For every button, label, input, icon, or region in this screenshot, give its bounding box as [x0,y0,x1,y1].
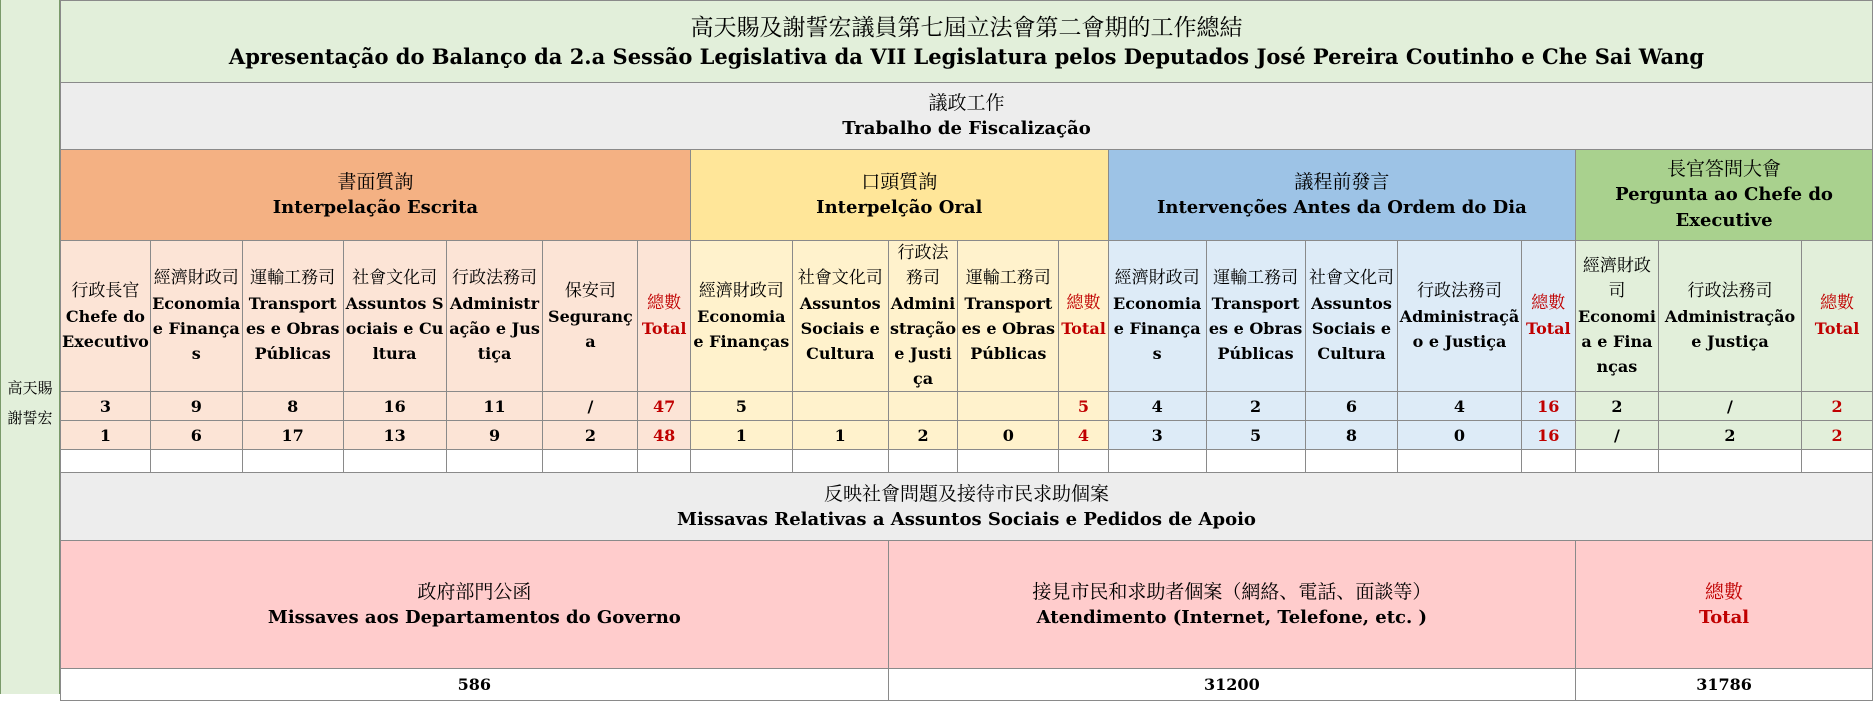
table-row [61,421,1873,450]
data-cell: 2 [1658,421,1801,450]
subheader-pt: Economia e Finanças [1113,294,1202,363]
subheader-cell [690,241,792,392]
data-cell: 1 [792,421,888,450]
data-cell: 8 [1305,421,1398,450]
data-cell: 2 [888,421,958,450]
total-cell: 4 [1059,421,1108,450]
subheader-cell [1658,241,1801,392]
subheader-pt: Total [1814,319,1860,338]
data-cell: 4 [1398,392,1521,421]
data-cell: 3 [61,392,151,421]
subheader-zh: 社會文化司 [797,268,883,288]
subheader-cell [888,241,958,392]
group-agenda-interventions [1108,150,1575,241]
subheader-cell [1398,241,1521,392]
subheader-pt: Transportes e Obras Públicas [961,294,1056,363]
group-agenda-pt: Intervenções Antes da Ordem do Dia [1156,197,1527,218]
group-oral-zh: 口頭質詢 [861,171,938,193]
header-support-total [1576,541,1873,669]
section-oversight-header [61,83,1873,150]
subheader-pt: Chefe do Executivo [62,306,149,351]
subheader-pt: Total [641,319,687,338]
subheader-zh: 總數 [647,293,682,313]
group-written-pt: Interpelação Escrita [272,197,479,218]
data-cell: 2 [1206,392,1305,421]
subheader-pt: Total [1061,319,1106,338]
subheader-cell [1576,241,1659,392]
group-chief-zh: 長官答問大會 [1667,158,1782,180]
subheader-zh: 經濟財政司 [1114,268,1200,288]
value-citizen-attendance: 31200 [888,669,1575,701]
subheader-zh: 社會文化司 [352,268,438,288]
data-cell: 17 [242,421,343,450]
subheader-cell [343,241,446,392]
subheader-total [1059,241,1108,392]
value-support-total: 31786 [1576,669,1873,701]
group-oral-interpellation [690,150,1108,241]
header-attendance-pt: Atendimento (Internet, Telefone, etc. ) [1036,606,1428,628]
data-cell [958,392,1059,421]
subheader-pt: Economia e Finanças [1577,306,1656,376]
data-cell: 0 [958,421,1059,450]
group-oral-pt: Interpelção Oral [816,197,983,218]
subheader-zh: 行政長官 [71,280,140,301]
subheader-zh: 總數 [1066,293,1101,313]
data-cell [792,392,888,421]
summary-table [60,0,1873,701]
data-cell: 1 [61,421,151,450]
data-cell: 5 [690,392,792,421]
report-title [61,1,1873,83]
subheader-pt: Transportes e Obras Públicas [245,294,340,363]
group-chief-pt: Pergunta ao Chefe do Executive [1615,184,1833,231]
header-government-zh: 政府部門公函 [417,580,532,603]
data-cell: 1 [690,421,792,450]
group-written-zh: 書面質詢 [337,171,414,193]
subheader-pt: Assuntos Sociais e Cultura [1311,294,1392,363]
total-cell: 16 [1521,392,1576,421]
subheader-cell [543,241,638,392]
subheader-pt: Administração e Justiça [1399,306,1520,351]
section-oversight-zh: 議政工作 [928,92,1005,114]
subheader-pt: Total [1526,319,1571,338]
subheader-cell [1206,241,1305,392]
total-cell: 47 [638,392,690,421]
subheader-zh: 保安司 [564,280,616,301]
subheader-cell [150,241,242,392]
total-cell: 16 [1521,421,1576,450]
row-label-che: 謝誓宏 [7,409,53,427]
data-cell: / [543,392,638,421]
subheader-pt: Segurança [548,306,633,351]
section-support-header [61,473,1873,541]
section-support-zh: 反映社會問題及接待市民求助個案 [823,482,1109,505]
section-support-pt: Missavas Relativas a Assuntos Sociais e Pedidos de Apoio [677,508,1256,530]
data-cell: / [1576,421,1659,450]
header-government-pt: Missaves aos Departamentos do Governo [267,606,681,628]
data-cell: / [1658,392,1801,421]
subheader-pt: Transportes e Obras Públicas [1208,294,1303,363]
total-cell: 2 [1802,392,1873,421]
group-agenda-zh: 議程前發言 [1294,171,1390,193]
header-government-missives [61,541,889,669]
data-cell: 9 [446,421,543,450]
subheader-pt: Administração e Justiça [449,294,540,363]
subheader-pt: Assuntos Sociais e Cultura [345,294,444,363]
data-cell: 5 [1206,421,1305,450]
data-cell: 6 [1305,392,1398,421]
table-row [61,392,1873,421]
subheader-cell [446,241,543,392]
header-citizen-attendance [888,541,1575,669]
subheader-zh: 總數 [1531,293,1566,313]
value-government-missives: 586 [61,669,889,701]
subheader-total [638,241,690,392]
subheader-total [1802,241,1873,392]
subheader-zh: 行政法務司 [1687,280,1773,301]
subheader-zh: 經濟財政司 [1582,255,1651,301]
data-cell: 2 [1576,392,1659,421]
data-cell: 2 [543,421,638,450]
subheader-zh: 行政法務司 [452,268,538,288]
empty-row [61,450,1873,473]
data-cell: 16 [343,392,446,421]
data-cell: 8 [242,392,343,421]
data-cell: 3 [1108,421,1206,450]
header-total-zh: 總數 [1705,580,1744,603]
subheader-zh: 社會文化司 [1308,268,1394,288]
subheader-zh: 經濟財政司 [153,268,239,288]
report-title-zh: 高天賜及謝誓宏議員第七屆立法會第二會期的工作總結 [690,14,1243,41]
subheader-zh: 運輸工務司 [1213,268,1299,288]
total-cell: 2 [1802,421,1873,450]
subheader-zh: 經濟財政司 [698,280,784,301]
subheader-row [61,241,1873,392]
subheader-cell [792,241,888,392]
subheader-pt: Assuntos Sociais e Cultura [799,294,881,363]
data-cell: 11 [446,392,543,421]
subheader-zh: 行政法務司 [897,243,949,288]
data-cell [888,392,958,421]
subheader-zh: 總數 [1820,293,1855,313]
total-cell: 48 [638,421,690,450]
subheader-pt: Administração e Justiça [890,294,956,388]
subheader-cell [1108,241,1206,392]
total-cell: 5 [1059,392,1108,421]
data-cell: 6 [150,421,242,450]
header-total-pt: Total [1698,606,1750,628]
data-cell: 9 [150,392,242,421]
subheader-zh: 運輸工務司 [965,268,1051,288]
group-written-interpellation [61,150,691,241]
subheader-zh: 行政法務司 [1416,280,1502,301]
data-cell: 0 [1398,421,1521,450]
data-cell: 4 [1108,392,1206,421]
subheader-total [1521,241,1576,392]
data-cell: 13 [343,421,446,450]
report-title-pt: Apresentação do Balanço da 2.a Sessão Legislativa da VII Legislatura pelos Deputados José Pereira Coutinho e Che Sai Wang [228,43,1705,69]
subheader-zh: 運輸工務司 [250,268,336,288]
subheader-cell [1305,241,1398,392]
subheader-pt: Economia e Finanças [152,294,241,363]
section-oversight-pt: Trabalho de Fiscalização [842,118,1091,139]
row-label-coutinho: 高天賜 [7,379,53,397]
row-label-column [0,0,60,694]
header-attendance-zh: 接見市民和求助者個案（網絡、電話、面談等） [1032,580,1432,603]
subheader-pt: Administração e Justiça [1664,306,1796,351]
group-chief-executive-qa [1576,150,1873,241]
subheader-cell [958,241,1059,392]
subheader-cell [242,241,343,392]
subheader-cell [61,241,151,392]
subheader-pt: Economia e Finanças [693,306,790,351]
